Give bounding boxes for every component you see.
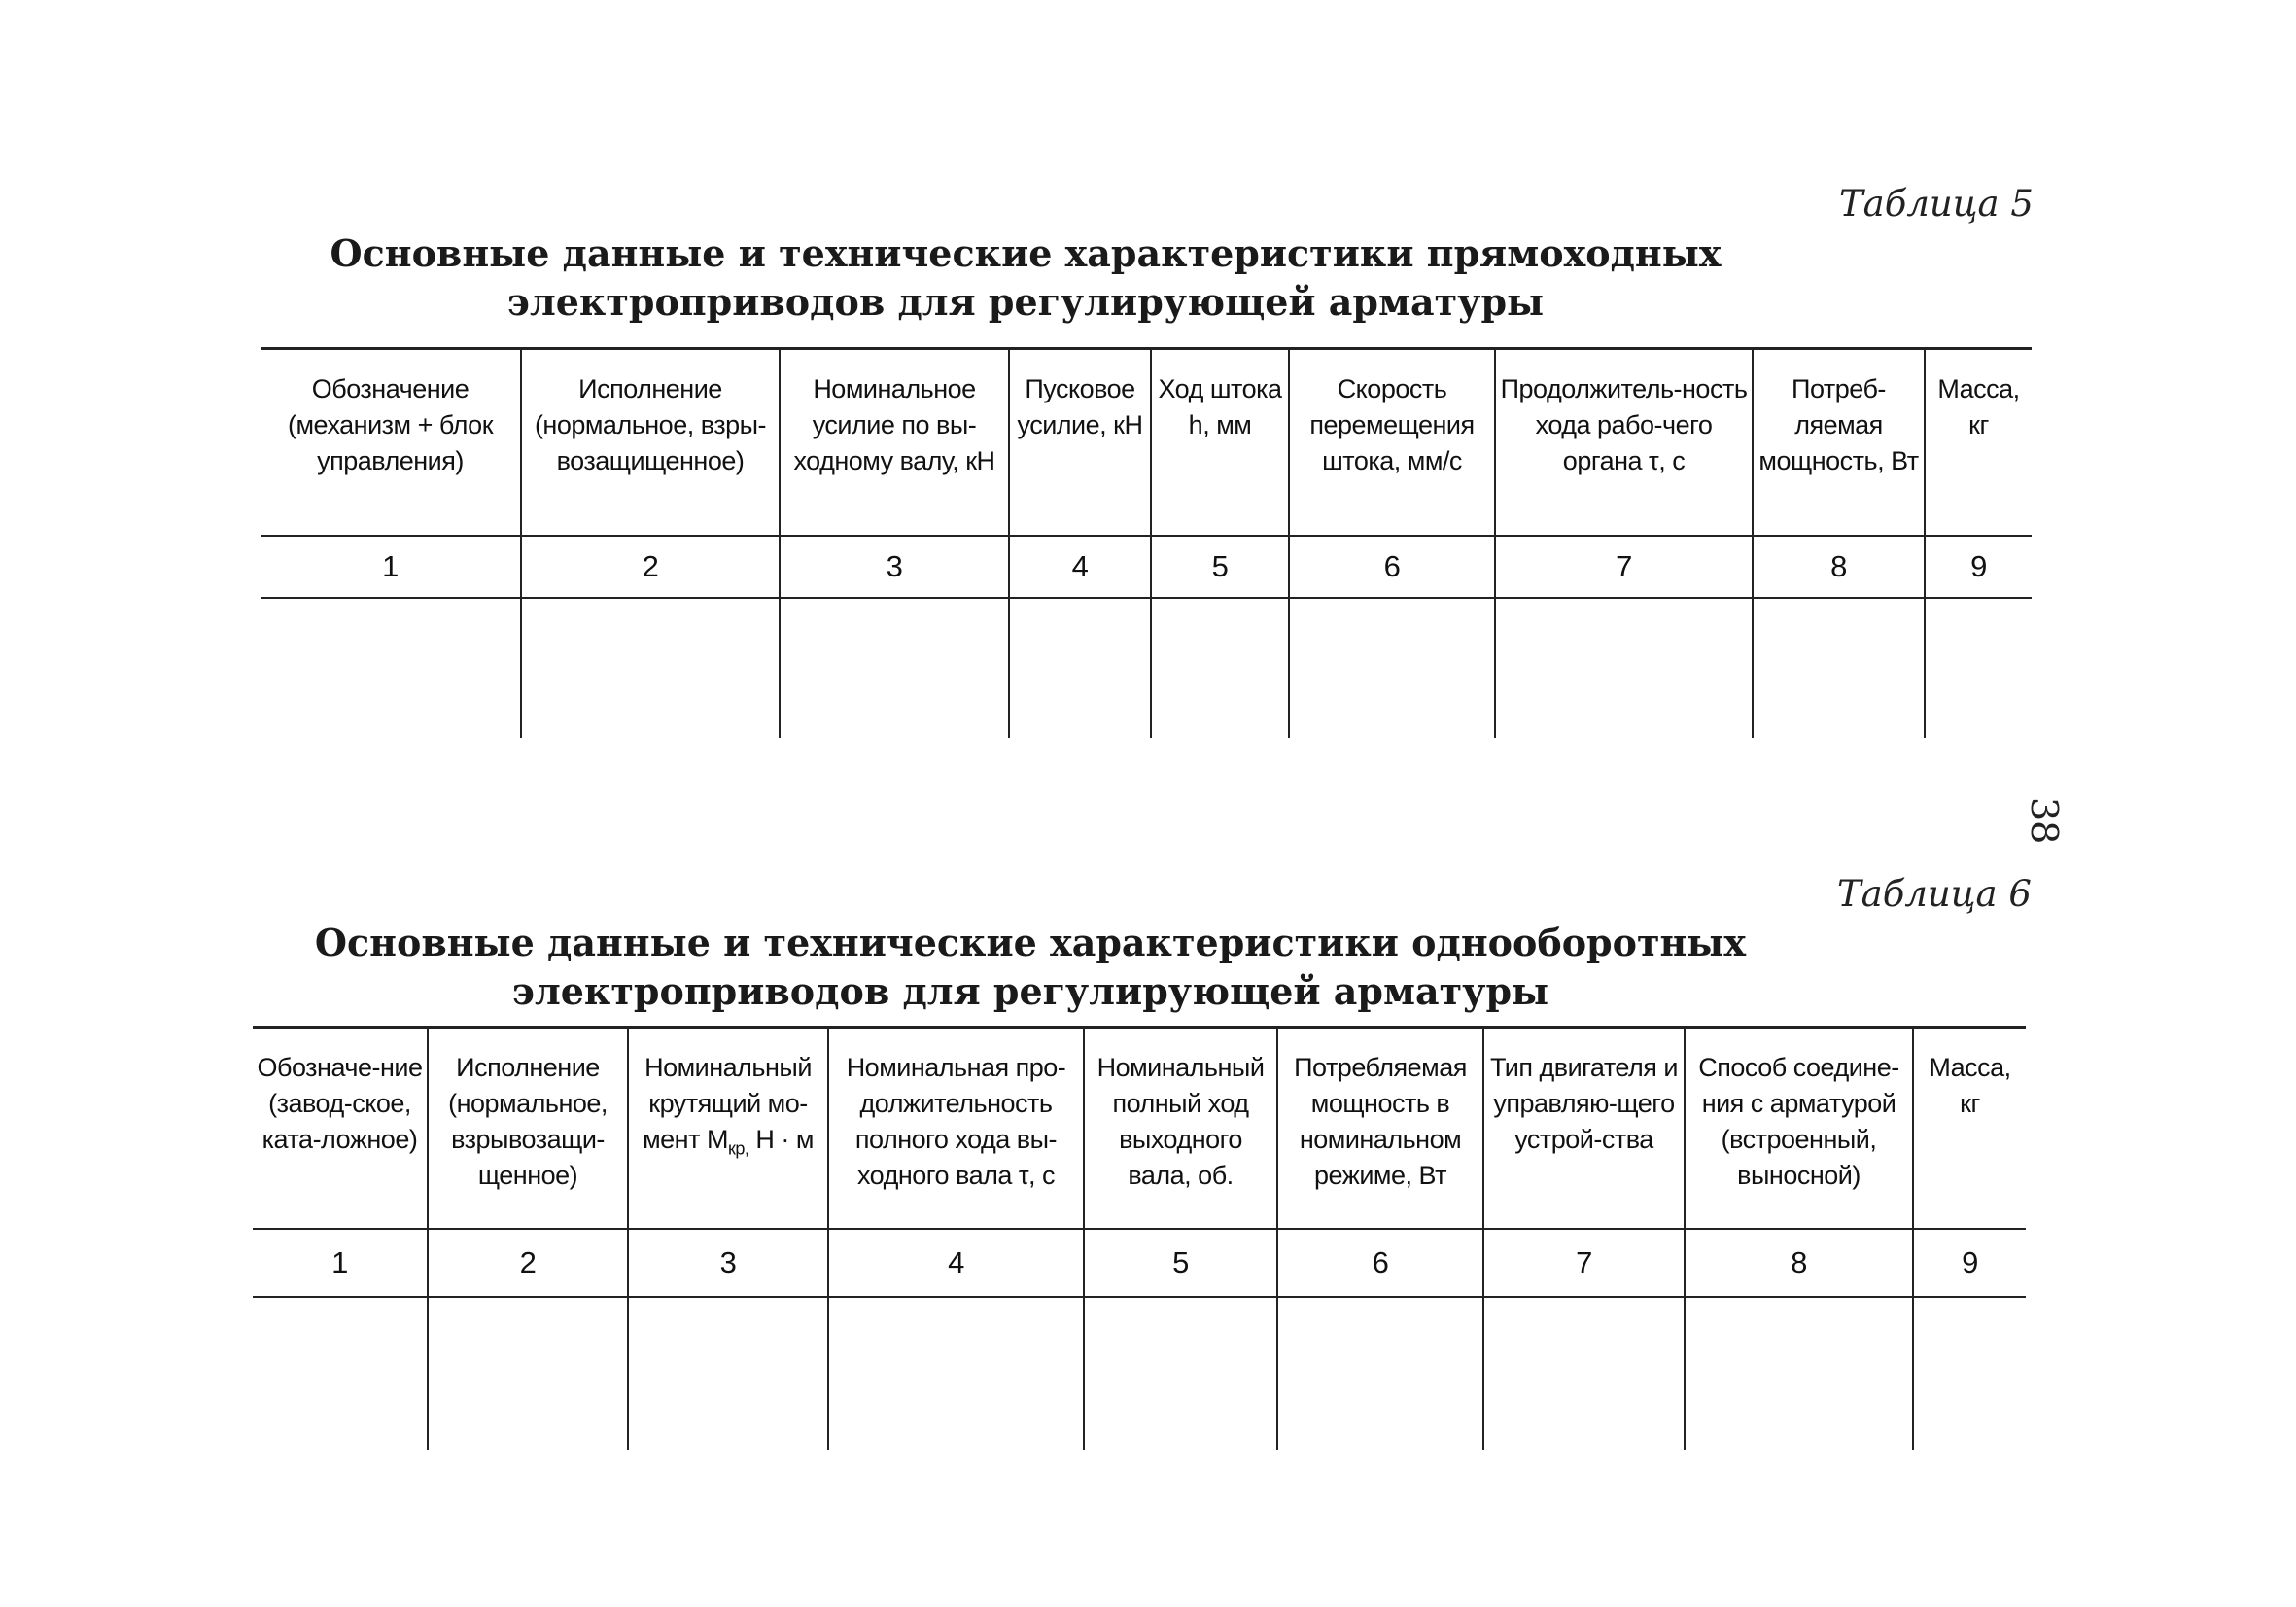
- table5-col-number: 6: [1289, 536, 1495, 598]
- table5-col-number: 7: [1495, 536, 1753, 598]
- table6-header-torque-label: Номинальный крутящий мо-мент M: [643, 1053, 812, 1154]
- table6-header-stroke-duration: Номинальная про-должительность полного хода вы-ходного вала τ, с: [828, 1028, 1084, 1229]
- table6-header-connection: Способ соедине-ния с арматурой (встроенный, выносной): [1685, 1028, 1913, 1229]
- table6-col-number: 1: [253, 1229, 428, 1297]
- table6-empty-cell: [1913, 1297, 2026, 1450]
- table5-col-number: 9: [1925, 536, 2032, 598]
- table5-label: Таблица 5: [1839, 183, 2034, 225]
- table5: [261, 347, 2032, 738]
- table6-col-number: 7: [1483, 1229, 1685, 1297]
- table6: [253, 1026, 2026, 1450]
- table6-empty-cell: [1084, 1297, 1277, 1450]
- table6-empty-cell: [828, 1297, 1084, 1450]
- table5-header-nominal-force: Номинальное усилие по вы-ходному валу, кН: [780, 349, 1009, 536]
- table5-empty-cell: [261, 598, 521, 738]
- table5-empty-cell: [1925, 598, 2032, 738]
- table5-empty-cell: [780, 598, 1009, 738]
- table5-col-number: 5: [1151, 536, 1289, 598]
- table6-col-number: 5: [1084, 1229, 1277, 1297]
- table5-empty-cell: [1009, 598, 1151, 738]
- table6-empty-cell: [428, 1297, 628, 1450]
- table6-col-number: 2: [428, 1229, 628, 1297]
- table6-title-line2: электроприводов для регулирующей арматуры: [511, 969, 1549, 1013]
- table5-header-designation: Обозначение (механизм + блок управления): [261, 349, 521, 536]
- page-number: 38: [2023, 797, 2066, 845]
- table6-header-version: Исполнение (нормальное, взрывозащи-щенное): [428, 1028, 628, 1229]
- table5-empty-cell: [1289, 598, 1495, 738]
- table5-header-speed: Скорость перемещения штока, мм/с: [1289, 349, 1495, 536]
- table5-col-number: 8: [1753, 536, 1925, 598]
- table5-title-line1: Основные данные и технические характеристики прямоходных: [330, 231, 1722, 275]
- table5-col-number: 1: [261, 536, 521, 598]
- table5-header-stroke: Ход штока h, мм: [1151, 349, 1289, 536]
- table6-header-motor-type: Тип двигателя и управляю-щего устрой-ства: [1483, 1028, 1685, 1229]
- table6-header-full-stroke: Номинальный полный ход выходного вала, об.: [1084, 1028, 1277, 1229]
- table6-header-designation: Обозначе-ние (завод-ское, ката-ложное): [253, 1028, 428, 1229]
- table6-header-power: Потребляемая мощность в номинальном режиме, Вт: [1277, 1028, 1483, 1229]
- table5-empty-cell: [1753, 598, 1925, 738]
- table5-header-mass: Масса, кг: [1925, 349, 2032, 536]
- table6-empty-cell: [628, 1297, 828, 1450]
- table6-header-torque-subscript: кр,: [727, 1138, 749, 1159]
- table6-empty-cell: [1685, 1297, 1913, 1450]
- table6-empty-cell: [1483, 1297, 1685, 1450]
- table5-title: [262, 229, 1789, 327]
- table5-empty-cell: [1151, 598, 1289, 738]
- table5-title-line2: электроприводов для регулирующей арматуры: [506, 280, 1545, 324]
- table6-title: [248, 919, 1813, 1016]
- table6-col-number: 4: [828, 1229, 1084, 1297]
- table5-col-number: 4: [1009, 536, 1151, 598]
- table5-col-number: 3: [780, 536, 1009, 598]
- table5-header-starting-force: Пусковое усилие, кН: [1009, 349, 1151, 536]
- table6-col-number: 8: [1685, 1229, 1913, 1297]
- table5-header-power: Потреб-ляемая мощность, Вт: [1753, 349, 1925, 536]
- table5-empty-cell: [521, 598, 780, 738]
- table6-empty-cell: [253, 1297, 428, 1450]
- table5-col-number: 2: [521, 536, 780, 598]
- table6-header-mass: Масса, кг: [1913, 1028, 2026, 1229]
- table6-header-torque-unit: Н · м: [748, 1125, 814, 1154]
- table6-empty-cell: [1277, 1297, 1483, 1450]
- table6-header-torque: [628, 1028, 828, 1229]
- table6-col-number: 6: [1277, 1229, 1483, 1297]
- table6-label: Таблица 6: [1837, 873, 2032, 915]
- table5-header-stroke-duration: Продолжитель-ность хода рабо-чего органа τ, с: [1495, 349, 1753, 536]
- table6-col-number: 9: [1913, 1229, 2026, 1297]
- table5-empty-cell: [1495, 598, 1753, 738]
- table5-header-version: Исполнение (нормальное, взры-возащищенное): [521, 349, 780, 536]
- table6-title-line1: Основные данные и технические характеристики однооборотных: [314, 921, 1747, 964]
- table6-col-number: 3: [628, 1229, 828, 1297]
